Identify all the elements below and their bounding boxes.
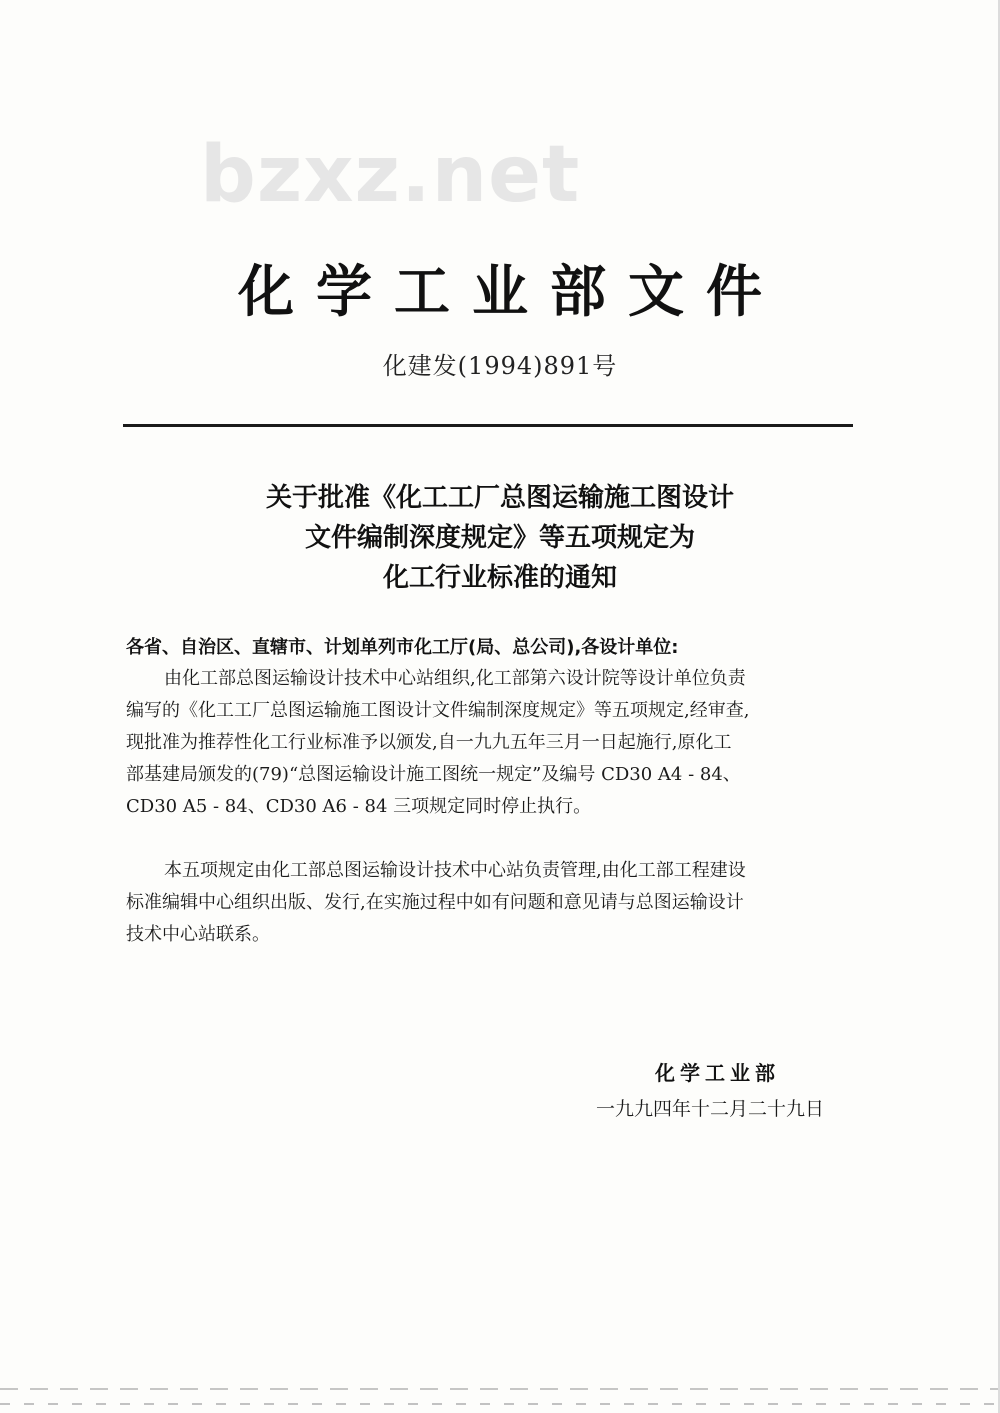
paragraph-line: 标准编辑中心组织出版、发行,在实施过程中如有问题和意见请与总图运输设计	[126, 892, 744, 913]
notice-title-line: 化工行业标准的通知	[382, 563, 617, 593]
paragraph-line: 本五项规定由化工部总图运输设计技术中心站负责管理,由化工部工程建设	[164, 860, 746, 881]
header-divider	[123, 424, 853, 427]
body-paragraph	[126, 855, 856, 951]
paragraph-line: 编写的《化工工厂总图运输施工图设计文件编制深度规定》等五项规定,经审查,	[126, 700, 750, 721]
signature-date: 一九九四年十二月二十九日	[596, 1098, 825, 1120]
document-header-title: 化学工业部文件	[238, 260, 784, 325]
notice-title-line: 关于批准《化工工厂总图运输施工图设计	[265, 483, 734, 513]
watermark: bzxz.net	[200, 130, 581, 220]
salutation: 各省、自治区、直辖市、计划单列市化工厅(局、总公司),各设计单位:	[126, 637, 679, 658]
signature-organization: 化学工业部	[655, 1061, 780, 1085]
body-paragraph	[126, 663, 856, 823]
paragraph-line: 部基建局颁发的(79)“总图运输设计施工图统一规定”及编号 CD30 A4 - 84、	[126, 764, 741, 785]
scan-artifact-line	[0, 1403, 1000, 1405]
document-number: 化建发(1994)891号	[382, 352, 618, 380]
notice-title-line: 文件编制深度规定》等五项规定为	[304, 523, 695, 553]
paragraph-line: 现批准为推荐性化工行业标准予以颁发,自一九九五年三月一日起施行,原化工	[126, 732, 732, 753]
notice-title	[0, 478, 1000, 598]
paragraph-line: 由化工部总图运输设计技术中心站组织,化工部第六设计院等设计单位负责	[164, 668, 746, 689]
paragraph-line: CD30 A5 - 84、CD30 A6 - 84 三项规定同时停止执行。	[126, 796, 592, 817]
scan-artifact-line	[0, 1388, 1000, 1390]
paragraph-line: 技术中心站联系。	[126, 924, 270, 945]
